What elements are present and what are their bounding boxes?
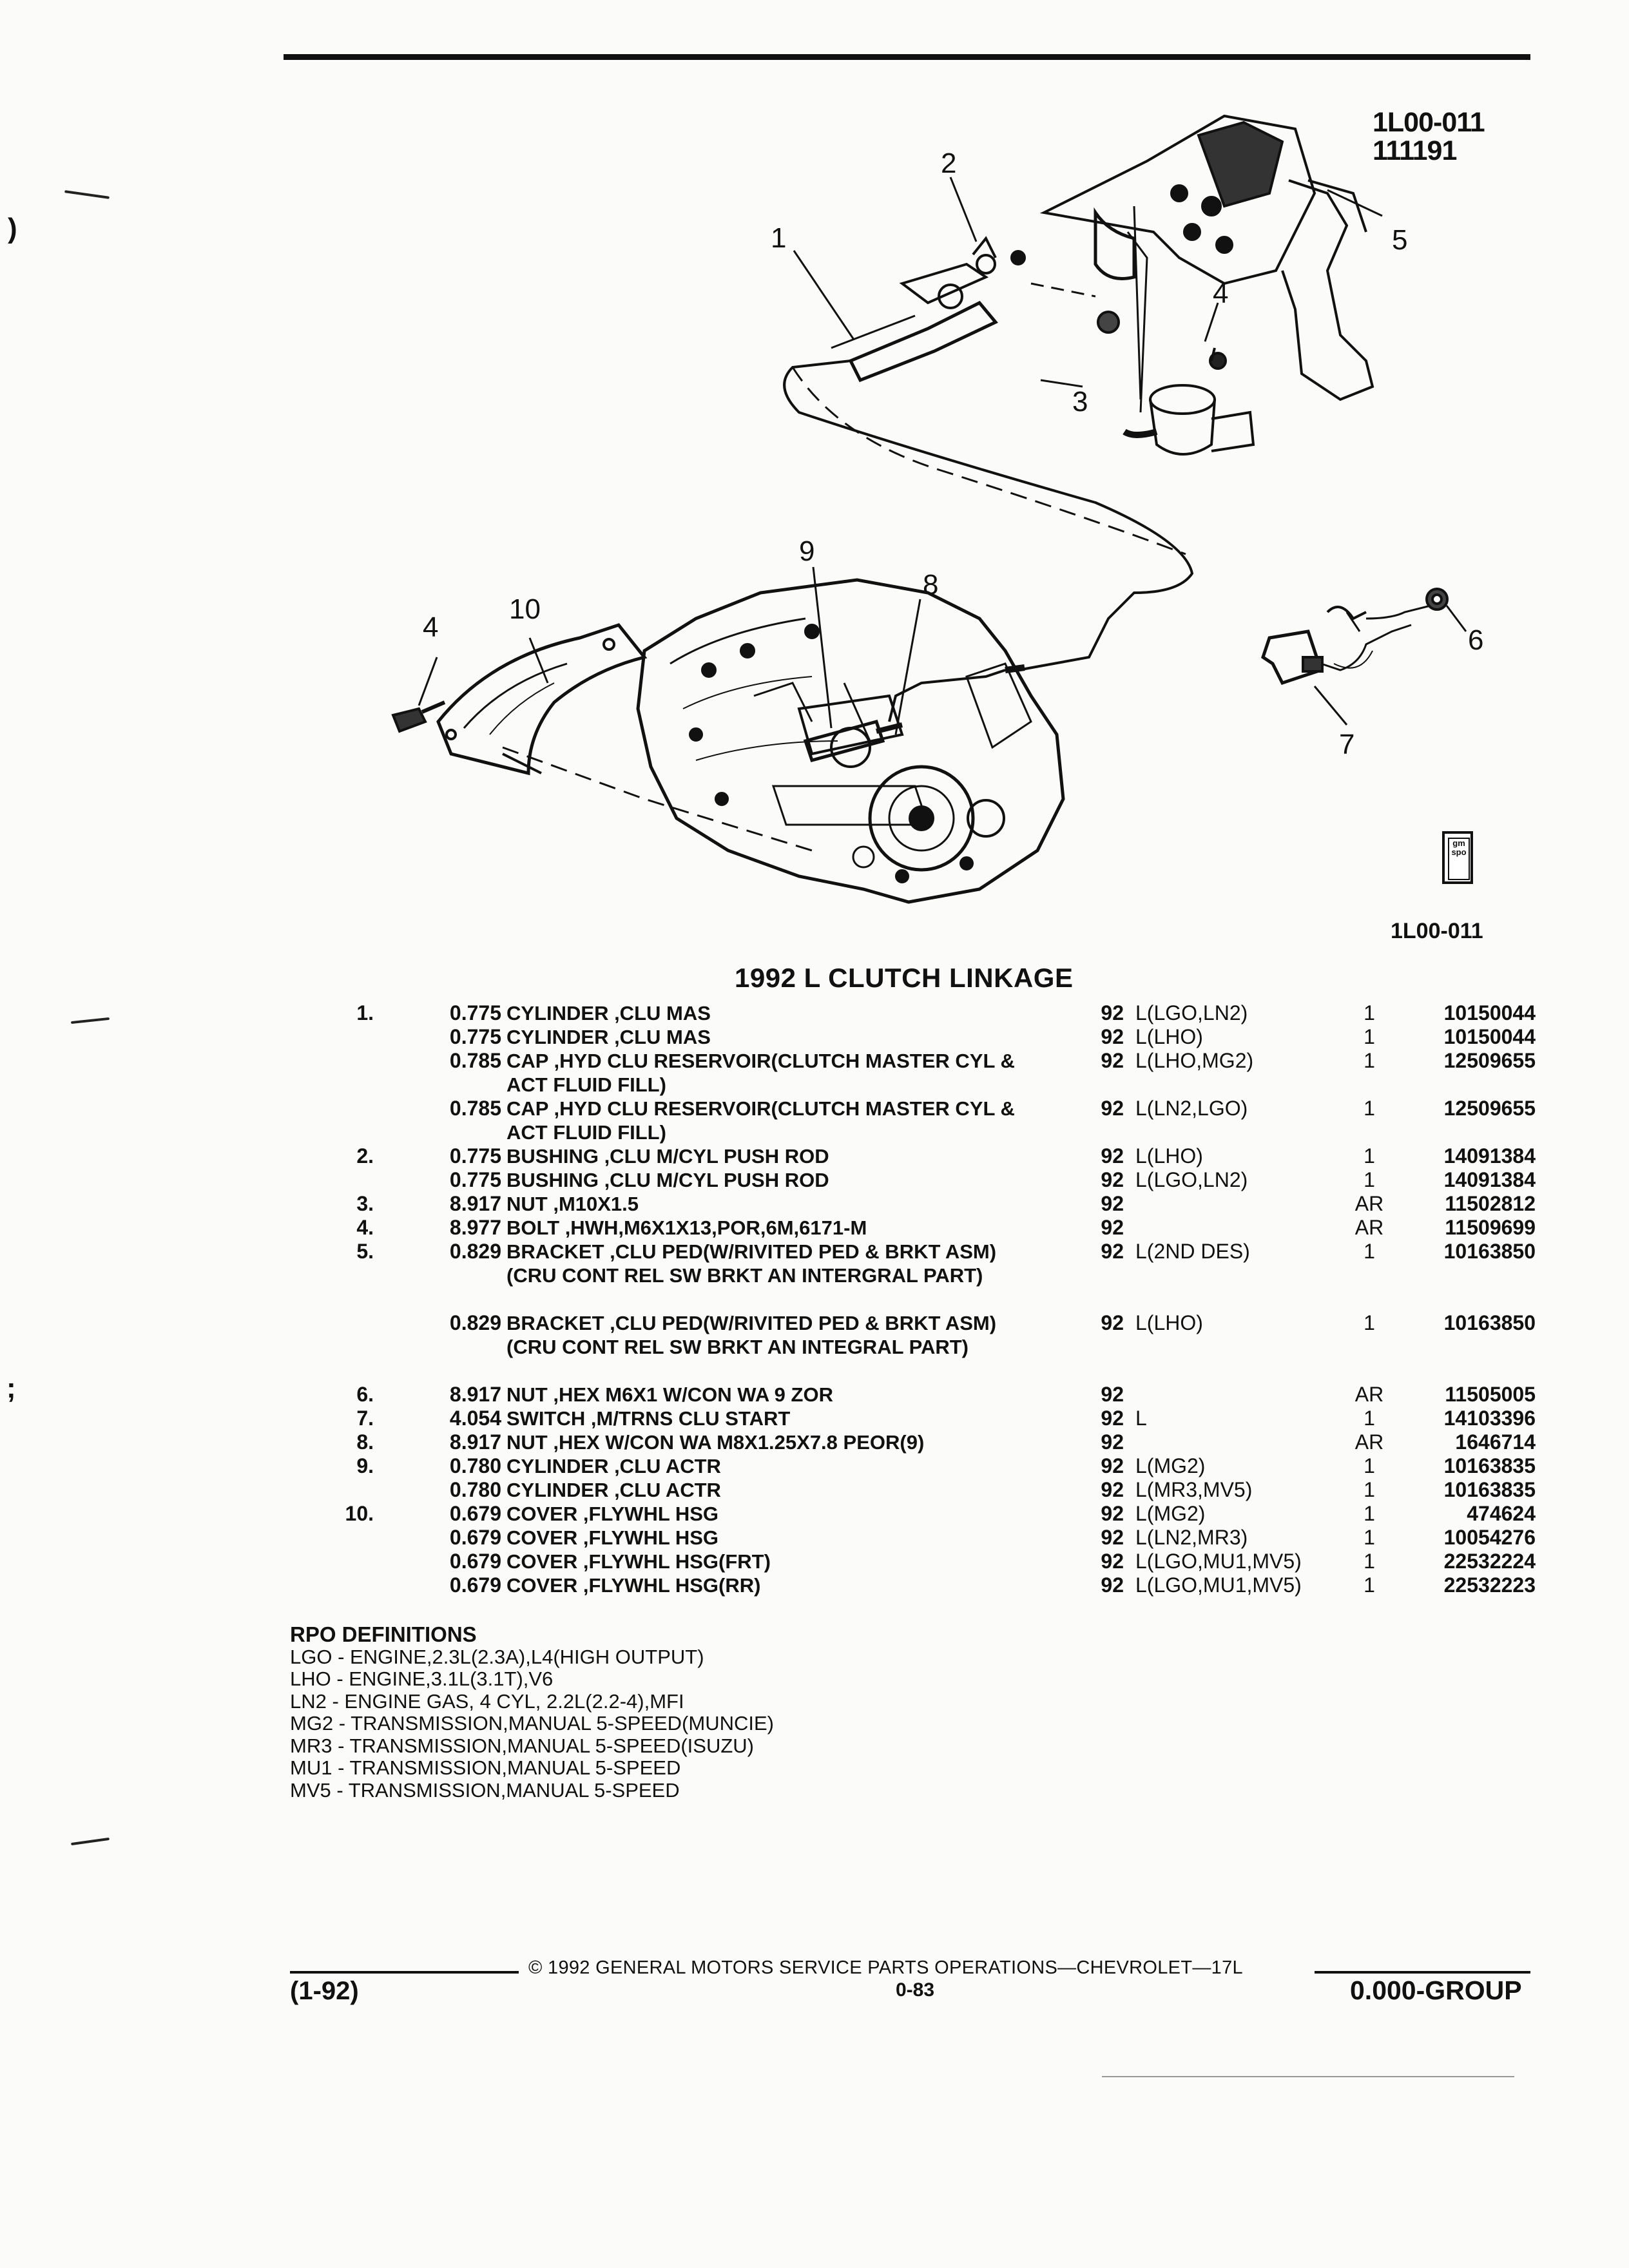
quantity: 1: [1364, 1502, 1375, 1525]
part-number: 11505005: [1445, 1383, 1536, 1406]
part-number: 12509655: [1443, 1049, 1536, 1072]
model-year: 92: [1101, 1430, 1124, 1454]
group-code: 8.917: [449, 1383, 501, 1406]
table-row: [335, 1573, 1547, 1597]
item-number: 6.: [356, 1383, 374, 1406]
gm-spo-logo: [1442, 831, 1473, 884]
part-detail: ,FLYWHL HSG(RR): [577, 1574, 761, 1597]
part-description: [506, 1454, 1157, 1478]
part-name: CAP: [506, 1097, 548, 1120]
group-code: 0.679: [449, 1526, 501, 1549]
quantity: 1: [1364, 1526, 1375, 1549]
dashed-leader: [1031, 284, 1095, 296]
application: L(LHO): [1135, 1311, 1203, 1334]
table-row: [335, 1407, 1547, 1430]
item-number: 3.: [356, 1192, 374, 1215]
application: L(LGO,MU1,MV5): [1135, 1550, 1302, 1573]
model-year: 92: [1101, 1192, 1124, 1215]
group-code: 0.829: [449, 1240, 501, 1263]
margin-mark: ): [8, 213, 17, 244]
callout-8: 8: [923, 569, 939, 601]
part-detail: ,FLYWHL HSG(FRT): [577, 1550, 771, 1573]
application: L: [1135, 1407, 1147, 1430]
part-number: 10150044: [1443, 1001, 1536, 1024]
table-row: [335, 1049, 1547, 1097]
rpo-heading: RPO DEFINITIONS: [290, 1622, 477, 1646]
table-row: [335, 1025, 1547, 1049]
part-detail: ,FLYWHL HSG: [577, 1503, 718, 1525]
part-description: [506, 1526, 1157, 1550]
part-name: BRACKET: [506, 1312, 604, 1334]
group-code: 8.917: [449, 1430, 501, 1454]
quantity: 1: [1364, 1097, 1375, 1120]
application: L(LGO,MU1,MV5): [1135, 1573, 1302, 1597]
model-year: 92: [1101, 1168, 1124, 1191]
dashed-leader: [793, 367, 1186, 554]
application: L(MG2): [1135, 1502, 1206, 1525]
model-year: 92: [1101, 1383, 1124, 1406]
group-code: 0.785: [449, 1097, 501, 1120]
part-number: 14091384: [1443, 1168, 1536, 1191]
quantity: 1: [1364, 1144, 1375, 1168]
application: L(LHO): [1135, 1144, 1203, 1168]
figure-date-code: 111191: [1373, 135, 1457, 166]
part-name: CYLINDER: [506, 1479, 609, 1501]
flywheel-cover: [438, 625, 644, 773]
item-number: 7.: [356, 1407, 374, 1430]
figure-id-text: 1L00-011: [1373, 107, 1485, 138]
group-code: 0.829: [449, 1311, 501, 1334]
footer-copyright: © 1992 GENERAL MOTORS SERVICE PARTS OPERATIONS—CHEVROLET—17L: [528, 1957, 1243, 1978]
pedal-assembly: [1044, 116, 1373, 412]
nut: [1427, 589, 1447, 610]
quantity: 1: [1364, 1240, 1375, 1263]
part-name: BRACKET: [506, 1240, 604, 1263]
callout-7: 7: [1339, 729, 1355, 760]
parts-table: [335, 1001, 1547, 1597]
application: L(LN2,MR3): [1135, 1526, 1248, 1549]
part-number: 474624: [1467, 1502, 1536, 1525]
rpo-item: LN2 - ENGINE GAS, 4 CYL, 2.2L(2.2-4),MFI: [290, 1689, 684, 1713]
part-description: [506, 1216, 1157, 1240]
part-name: COVER: [506, 1503, 578, 1525]
figure-id-bottom: 1L00-011: [1391, 919, 1483, 943]
footer-rule-left: [290, 1971, 519, 1974]
part-number: 12509655: [1443, 1097, 1536, 1120]
application: L(LGO,LN2): [1135, 1168, 1248, 1191]
quantity: 1: [1364, 1311, 1375, 1334]
item-number: 2.: [356, 1144, 374, 1168]
part-name: BUSHING: [506, 1169, 599, 1191]
model-year: 92: [1101, 1001, 1124, 1024]
clutch-start-switch: [1263, 606, 1431, 683]
part-detail: ,FLYWHL HSG: [577, 1526, 718, 1549]
part-number: 10163835: [1443, 1478, 1536, 1501]
part-number: 11509699: [1445, 1216, 1536, 1239]
model-year: 92: [1101, 1407, 1124, 1430]
part-name: NUT: [506, 1383, 548, 1406]
footer-rule-right: [1315, 1971, 1530, 1974]
footer-date: (1-92): [290, 1977, 359, 2005]
part-detail: ,M/TRNS CLU START: [585, 1407, 791, 1430]
model-year: 92: [1101, 1311, 1124, 1334]
group-code: 0.679: [449, 1502, 501, 1525]
part-name: CAP: [506, 1050, 548, 1072]
table-row: [335, 1144, 1547, 1168]
part-number: 10054276: [1443, 1526, 1536, 1549]
item-number: 10.: [345, 1502, 374, 1525]
part-detail: ,M10X1.5: [547, 1193, 639, 1215]
transmission: [638, 580, 1063, 902]
part-description: [506, 1383, 1157, 1407]
group-code: 0.775: [449, 1144, 501, 1168]
model-year: 92: [1101, 1454, 1124, 1477]
model-year: 92: [1101, 1478, 1124, 1501]
quantity: 1: [1364, 1407, 1375, 1430]
model-year: 92: [1101, 1550, 1124, 1573]
table-row: [335, 1502, 1547, 1526]
part-number: 10150044: [1443, 1025, 1536, 1048]
quantity: AR: [1354, 1430, 1384, 1454]
item-number: 4.: [356, 1216, 374, 1239]
table-row: [335, 1240, 1547, 1311]
part-number: 22532224: [1443, 1550, 1536, 1573]
part-name: COVER: [506, 1526, 578, 1549]
table-row: [335, 1550, 1547, 1573]
part-detail: ,HEX W/CON WA M8X1.25X7.8 PEOR(9): [547, 1431, 925, 1454]
group-code: 8.977: [449, 1216, 501, 1239]
application: L(MR3,MV5): [1135, 1478, 1253, 1501]
group-code: 0.780: [449, 1454, 501, 1477]
application: L(2ND DES): [1135, 1240, 1250, 1263]
quantity: 1: [1364, 1049, 1375, 1072]
part-description: [506, 1407, 1157, 1430]
part-description: [506, 1001, 1157, 1025]
group-code: 0.775: [449, 1025, 501, 1048]
hydraulic-line: [784, 361, 1192, 670]
application: L(LN2,LGO): [1135, 1097, 1248, 1120]
quantity: AR: [1354, 1216, 1384, 1239]
group-code: 0.775: [449, 1001, 501, 1024]
callout-2: 2: [941, 148, 957, 179]
part-description: [506, 1311, 1022, 1359]
master-cylinder: [831, 238, 1253, 454]
model-year: 92: [1101, 1573, 1124, 1597]
part-number: 1646714: [1455, 1430, 1536, 1454]
group-code: 0.785: [449, 1049, 501, 1072]
model-year: 92: [1101, 1526, 1124, 1549]
application: L(LHO): [1135, 1025, 1203, 1048]
table-row: [335, 1526, 1547, 1550]
part-description: [506, 1502, 1157, 1526]
part-description: [506, 1478, 1157, 1502]
table-row: [335, 1311, 1547, 1383]
part-detail: ,CLU ACTR: [608, 1455, 721, 1477]
part-number: 22532223: [1443, 1573, 1536, 1597]
callout-10: 10: [509, 593, 541, 625]
part-description: [506, 1550, 1157, 1573]
group-code: 0.679: [449, 1573, 501, 1597]
table-row: [335, 1216, 1547, 1240]
part-name: CYLINDER: [506, 1026, 609, 1048]
table-row: [335, 1097, 1547, 1144]
table-row: [335, 1454, 1547, 1478]
model-year: 92: [1101, 1049, 1124, 1072]
table-row: [335, 1383, 1547, 1407]
model-year: 92: [1101, 1240, 1124, 1263]
rpo-item: MG2 - TRANSMISSION,MANUAL 5-SPEED(MUNCIE): [290, 1712, 774, 1735]
margin-mark: ;: [6, 1372, 16, 1404]
table-row: [335, 1168, 1547, 1192]
callout-4: 4: [423, 611, 439, 643]
part-number: 14091384: [1443, 1144, 1536, 1168]
part-description: [506, 1097, 1022, 1144]
quantity: 1: [1364, 1454, 1375, 1477]
model-year: 92: [1101, 1216, 1124, 1239]
rpo-item: MV5 - TRANSMISSION,MANUAL 5-SPEED: [290, 1778, 680, 1802]
part-detail: ,HYD CLU RESERVOIR(CLUTCH MASTER CYL & ACT FLUID FILL): [506, 1050, 1015, 1096]
callout-9: 9: [799, 535, 815, 567]
part-detail: ,CLU MAS: [608, 1026, 711, 1048]
margin-mark: [71, 1017, 110, 1024]
part-description: [506, 1192, 1157, 1216]
application: L(MG2): [1135, 1454, 1206, 1477]
page-number: 0-83: [896, 1979, 935, 2001]
bolt: [393, 702, 445, 731]
quantity: 1: [1364, 1001, 1375, 1024]
dashed-leader: [503, 747, 812, 850]
rpo-item: LHO - ENGINE,3.1L(3.1T),V6: [290, 1667, 554, 1690]
item-number: 1.: [356, 1001, 374, 1024]
table-row: [335, 1192, 1547, 1216]
item-number: 5.: [356, 1240, 374, 1263]
part-detail: ,HWH,M6X1X13,POR,6M,6171-M: [559, 1216, 867, 1239]
part-name: CYLINDER: [506, 1002, 609, 1024]
table-row: [335, 1430, 1547, 1454]
part-detail: ,CLU PED(W/RIVITED PED & BRKT ASM)(CRU CONT REL SW BRKT AN INTERGRAL PART): [506, 1240, 997, 1287]
application: L(LGO,LN2): [1135, 1001, 1248, 1024]
clutch-linkage-diagram: [0, 0, 1629, 966]
part-name: NUT: [506, 1193, 548, 1215]
gm-spo-logo-text: gm spo: [1448, 838, 1470, 880]
parts-list-title: 1992 L CLUTCH LINKAGE: [735, 963, 1074, 993]
callout-5: 5: [1392, 224, 1408, 256]
part-detail: ,CLU M/CYL PUSH ROD: [598, 1145, 829, 1168]
rpo-item: LGO - ENGINE,2.3L(2.3A),L4(HIGH OUTPUT): [290, 1645, 704, 1668]
rpo-definitions: [290, 1624, 774, 1802]
quantity: AR: [1354, 1383, 1384, 1406]
part-description: [506, 1168, 1157, 1192]
model-year: 92: [1101, 1502, 1124, 1525]
part-name: CYLINDER: [506, 1455, 609, 1477]
part-name: BOLT: [506, 1216, 560, 1239]
part-detail: ,HEX M6X1 W/CON WA 9 ZOR: [547, 1383, 833, 1406]
table-row: [335, 1001, 1547, 1025]
part-description: [506, 1049, 1022, 1097]
quantity: 1: [1364, 1550, 1375, 1573]
part-name: SWITCH: [506, 1407, 586, 1430]
table-row: [335, 1478, 1547, 1502]
quantity: 1: [1364, 1478, 1375, 1501]
group-code: 0.679: [449, 1550, 501, 1573]
item-number: 8.: [356, 1430, 374, 1454]
part-number: 11502812: [1445, 1192, 1536, 1215]
part-number: 10163835: [1443, 1454, 1536, 1477]
part-detail: ,CLU MAS: [608, 1002, 711, 1024]
part-description: [506, 1240, 1022, 1287]
model-year: 92: [1101, 1025, 1124, 1048]
margin-mark: [71, 1838, 110, 1845]
part-number: 10163850: [1443, 1311, 1536, 1334]
quantity: 1: [1364, 1168, 1375, 1191]
callout-3: 3: [1072, 386, 1088, 418]
part-description: [506, 1025, 1157, 1049]
model-year: 92: [1101, 1144, 1124, 1168]
rpo-item: MR3 - TRANSMISSION,MANUAL 5-SPEED(ISUZU): [290, 1734, 754, 1757]
group-code: 4.054: [449, 1407, 501, 1430]
part-number: 10163850: [1443, 1240, 1536, 1263]
rpo-item: MU1 - TRANSMISSION,MANUAL 5-SPEED: [290, 1756, 681, 1779]
part-description: [506, 1144, 1157, 1168]
footer-group: 0.000-GROUP: [1350, 1975, 1522, 2005]
scan-line: [1102, 2076, 1514, 2077]
part-description: [506, 1573, 1157, 1597]
quantity: 1: [1364, 1025, 1375, 1048]
part-detail: ,CLU ACTR: [608, 1479, 721, 1501]
part-detail: ,CLU PED(W/RIVITED PED & BRKT ASM)(CRU CONT REL SW BRKT AN INTEGRAL PART): [506, 1312, 997, 1358]
part-name: BUSHING: [506, 1145, 599, 1168]
group-code: 0.780: [449, 1478, 501, 1501]
quantity: AR: [1354, 1192, 1384, 1215]
part-description: [506, 1430, 1157, 1454]
item-number: 9.: [356, 1454, 374, 1477]
quantity: 1: [1364, 1573, 1375, 1597]
group-code: 0.775: [449, 1168, 501, 1191]
part-number: 14103396: [1443, 1407, 1536, 1430]
part-name: NUT: [506, 1431, 548, 1454]
part-detail: ,HYD CLU RESERVOIR(CLUTCH MASTER CYL & ACT FLUID FILL): [506, 1097, 1015, 1144]
part-name: COVER: [506, 1574, 578, 1597]
group-code: 8.917: [449, 1192, 501, 1215]
part-detail: ,CLU M/CYL PUSH ROD: [598, 1169, 829, 1191]
callout-6: 6: [1468, 624, 1484, 656]
callout-1: 1: [771, 222, 787, 254]
model-year: 92: [1101, 1097, 1124, 1120]
application: L(LHO,MG2): [1135, 1049, 1254, 1072]
callout-4: 4: [1213, 278, 1229, 309]
part-name: COVER: [506, 1550, 578, 1573]
